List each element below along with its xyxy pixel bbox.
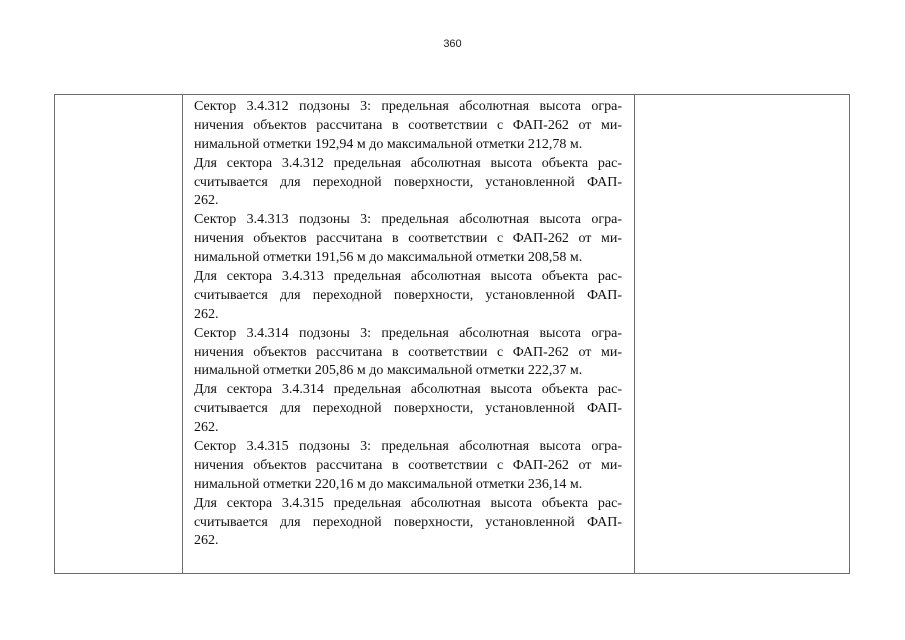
text-line: 262. [194, 420, 219, 436]
text-line: Сектор 3.4.313 подзоны 3: предельная абсолютная высота огра- [194, 212, 622, 228]
text-line: Сектор 3.4.315 подзоны 3: предельная абсолютная высота огра- [194, 439, 622, 455]
text-line: считывается для переходной поверхности, установленной ФАП- [194, 174, 622, 190]
text-line: ничения объектов рассчитана в соответствии с ФАП-262 от ми- [194, 231, 622, 247]
text-line: Для сектора 3.4.315 предельная абсолютная высота объекта рас- [194, 495, 622, 511]
text-line: нимальной отметки 220,16 м до максимальной отметки 236,14 м. [194, 476, 583, 492]
text-line: 262. [194, 533, 219, 549]
text-line: ничения объектов рассчитана в соответствии с ФАП-262 от ми- [194, 457, 622, 473]
text-line: ничения объектов рассчитана в соответствии с ФАП-262 от ми- [194, 117, 622, 133]
text-line: считывается для переходной поверхности, установленной ФАП- [194, 287, 622, 303]
text-line: 262. [194, 193, 219, 209]
text-line: нимальной отметки 205,86 м до максимальной отметки 222,37 м. [194, 363, 583, 379]
table-cell-right [635, 95, 849, 573]
table-cell-left [55, 95, 183, 573]
text-line: ничения объектов рассчитана в соответствии с ФАП-262 от ми- [194, 344, 622, 360]
text-line: нимальной отметки 192,94 м до максимальной отметки 212,78 м. [194, 136, 583, 152]
text-line: 262. [194, 306, 219, 322]
text-line: Для сектора 3.4.312 предельная абсолютная высота объекта рас- [194, 155, 622, 171]
text-line: Сектор 3.4.314 подзоны 3: предельная абсолютная высота огра- [194, 325, 622, 341]
text-line: Сектор 3.4.312 подзоны 3: предельная абсолютная высота огра- [194, 99, 622, 114]
text-line: Для сектора 3.4.314 предельная абсолютная высота объекта рас- [194, 382, 622, 398]
text-line: считывается для переходной поверхности, установленной ФАП- [194, 401, 622, 417]
text-line: считывается для переходной поверхности, установленной ФАП- [194, 514, 622, 530]
table-cell-middle [183, 95, 635, 573]
text-line: Для сектора 3.4.313 предельная абсолютная высота объекта рас- [194, 269, 622, 285]
text-line: нимальной отметки 191,56 м до максимальной отметки 208,58 м. [194, 250, 583, 266]
document-table [54, 94, 850, 574]
page-number: 360 [443, 38, 462, 50]
